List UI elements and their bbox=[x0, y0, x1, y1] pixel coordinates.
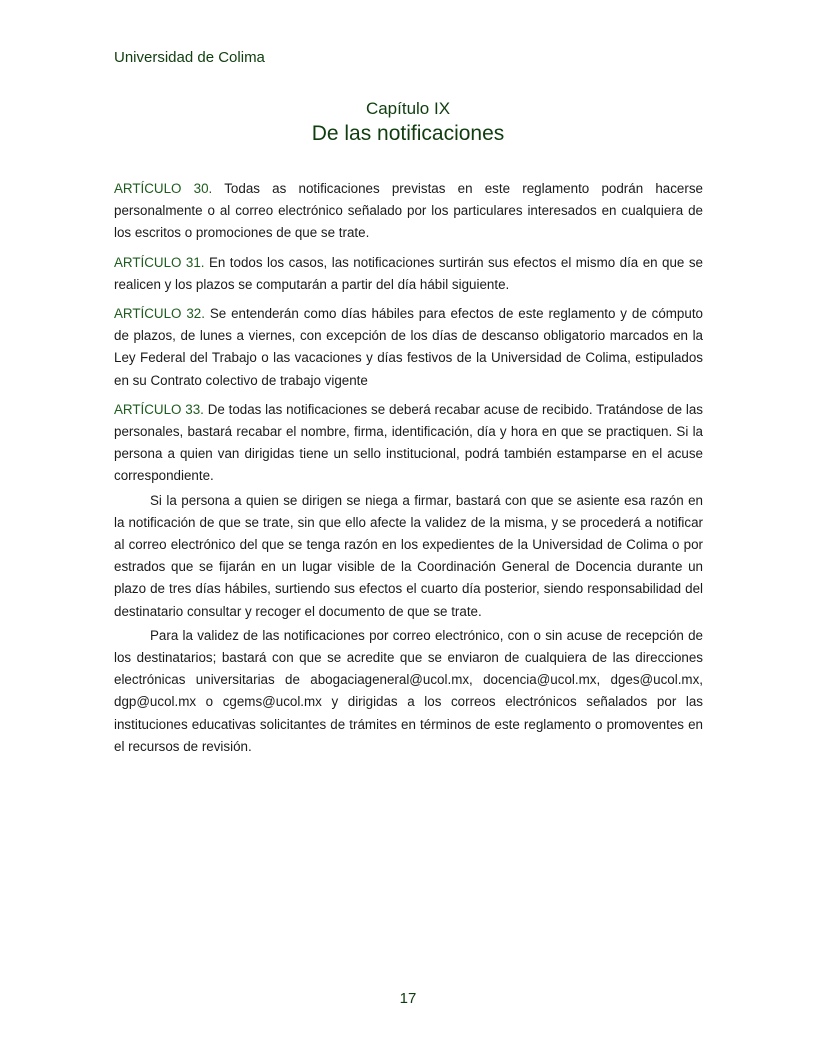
chapter-number: Capítulo IX bbox=[365, 99, 451, 118]
article-text: Todas as notificaciones previstas en este reglamento podrán hacerse personalmente o al correo electrónico señalado por los particulares interesados en cualquiera de los escritos o promociones de que se trate. bbox=[114, 181, 703, 241]
article-label: ARTÍCULO 32. bbox=[114, 306, 205, 322]
body-text bbox=[114, 178, 703, 765]
article-33 bbox=[114, 399, 703, 488]
article-32 bbox=[114, 303, 703, 392]
article-30 bbox=[114, 178, 703, 245]
paragraph: Si la persona a quien se dirigen se niega a firmar, bastará con que se asiente esa razón en la notificación de que se trate, sin que ello afecte la validez de la misma, y se procederá a notificar al correo electrónico del que se tenga razón en los expedientes de la Universidad de Colima o por estrados que se fijarán en un lugar visible de la Coordinación General de Docencia durante un plazo de tres días hábiles, surtiendo sus efectos el cuarto día posterior, siendo responsabilidad del destinatario consultar y recoger el documento de que se trate. bbox=[114, 492, 703, 619]
chapter-title: De las notificaciones bbox=[311, 122, 505, 145]
chapter-heading bbox=[0, 98, 816, 148]
article-label: ARTÍCULO 31. bbox=[114, 254, 205, 270]
article-text: En todos los casos, las notificaciones surtirán sus efectos el mismo día en que se realicen y los plazos se computarán a partir del día hábil siguiente. bbox=[114, 254, 703, 292]
article-text: De todas las notificaciones se deberá recabar acuse de recibido. Tratándose de las personales, bastará recabar el nombre, firma, identificación, día y hora en que se practiquen. Si la persona a quien van dirigidas tiene un sello institucional, podrá también estamparse en el acuse correspondiente. bbox=[114, 401, 703, 484]
article-31 bbox=[114, 252, 703, 296]
page-number: 17 bbox=[399, 990, 417, 1007]
paragraph: Para la validez de las notificaciones por correo electrónico, con o sin acuse de recepción de los destinatarios; bastará con que se acredite que se enviaron de cualquiera de las direcciones electrónicas universitarias de abogaciageneral@ucol.mx, docencia@ucol.mx, dges@ucol.mx, dgp@ucol.mx o cgems@ucol.mx y dirigidas a los correos electrónicos señalados por las instituciones educativas solicitantes de trámites en términos de este reglamento o promoventes en el recursos de revisión. bbox=[114, 627, 703, 754]
running-header: Universidad de Colima bbox=[114, 49, 265, 66]
article-text: Se entenderán como días hábiles para efectos de este reglamento y de cómputo de plazos, de lunes a viernes, con excepción de los días de descanso obligatorio marcados en la Ley Federal del Trabajo o las vacaciones y días festivos de la Universidad de Colima, estipulados en su Contrato colectivo de trabajo vigente bbox=[114, 306, 703, 388]
article-label: ARTÍCULO 33. bbox=[114, 401, 204, 417]
article-label: ARTÍCULO 30. bbox=[114, 181, 213, 196]
